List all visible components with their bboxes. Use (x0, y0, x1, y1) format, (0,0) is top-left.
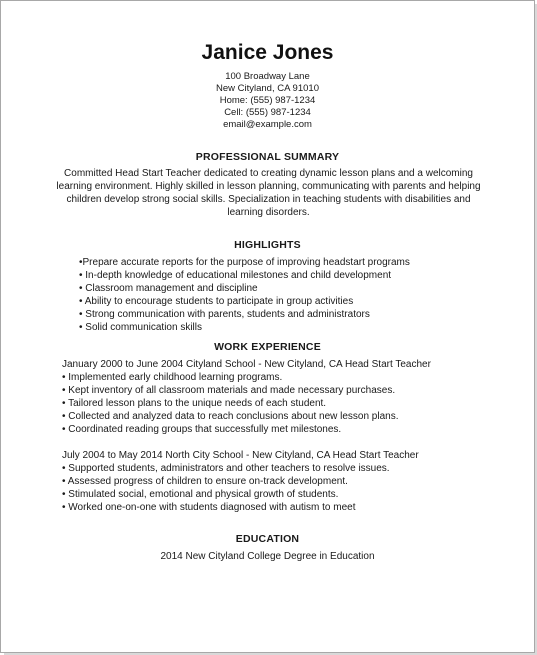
list-item: • Collected and analyzed data to reach conclusions about new lesson plans. (62, 411, 399, 422)
list-item: • Kept inventory of all classroom materials and made necessary purchases. (62, 385, 396, 396)
summary-text: Committed Head Start Teacher dedicated to creating dynamic lesson plans and a welcoming learning environment. Highly skilled in lesson planning, communicating with parents and helping children develop strong social skills. Specialization in teaching students with disabilities and learning disorders. (56, 168, 481, 218)
summary-title: PROFESSIONAL SUMMARY (195, 151, 340, 163)
list-item: • Strong communication with parents, students and administrators (79, 309, 370, 320)
list-item: •Prepare accurate reports for the purpose of improving headstart programs (79, 257, 410, 268)
job-duties-list (62, 462, 390, 514)
list-item: • Solid communication skills (79, 322, 202, 333)
city-line: New Cityland, CA 91010 (216, 83, 319, 94)
email-address: email@example.com (223, 119, 312, 130)
list-item: • Assessed progress of children to ensure on-track development. (62, 476, 348, 487)
list-item: • Stimulated social, emotional and physical growth of students. (62, 489, 339, 500)
candidate-name: Janice Jones (201, 41, 334, 64)
highlights-title: HIGHLIGHTS (234, 239, 301, 251)
list-item: • Classroom management and discipline (79, 283, 258, 294)
address-line: 100 Broadway Lane (225, 71, 310, 82)
list-item: • In-depth knowledge of educational milestones and child development (79, 270, 392, 281)
list-item: • Supported students, administrators and other teachers to resolve issues. (62, 463, 390, 474)
job-heading: July 2004 to May 2014 North City School - New Cityland, CA Head Start Teacher (62, 450, 419, 461)
list-item: • Worked one-on-one with students diagnosed with autism to meet (62, 502, 356, 513)
list-item: • Tailored lesson plans to the unique needs of each student. (62, 398, 327, 409)
highlights-list (79, 256, 410, 334)
home-phone: Home: (555) 987-1234 (219, 95, 316, 106)
job-duties-list (62, 371, 399, 436)
contact-block (1, 71, 534, 131)
list-item: • Ability to encourage students to participate in group activities (79, 296, 354, 307)
list-item: • Implemented early childhood learning programs. (62, 372, 283, 383)
education-entry: 2014 New Cityland College Degree in Education (160, 551, 375, 562)
experience-title: WORK EXPERIENCE (214, 341, 321, 353)
job-heading: January 2000 to June 2004 Cityland School - New Cityland, CA Head Start Teacher (62, 359, 431, 370)
education-title: EDUCATION (235, 533, 300, 545)
cell-phone: Cell: (555) 987-1234 (224, 107, 311, 118)
list-item: • Coordinated reading groups that successfully met milestones. (62, 424, 342, 435)
